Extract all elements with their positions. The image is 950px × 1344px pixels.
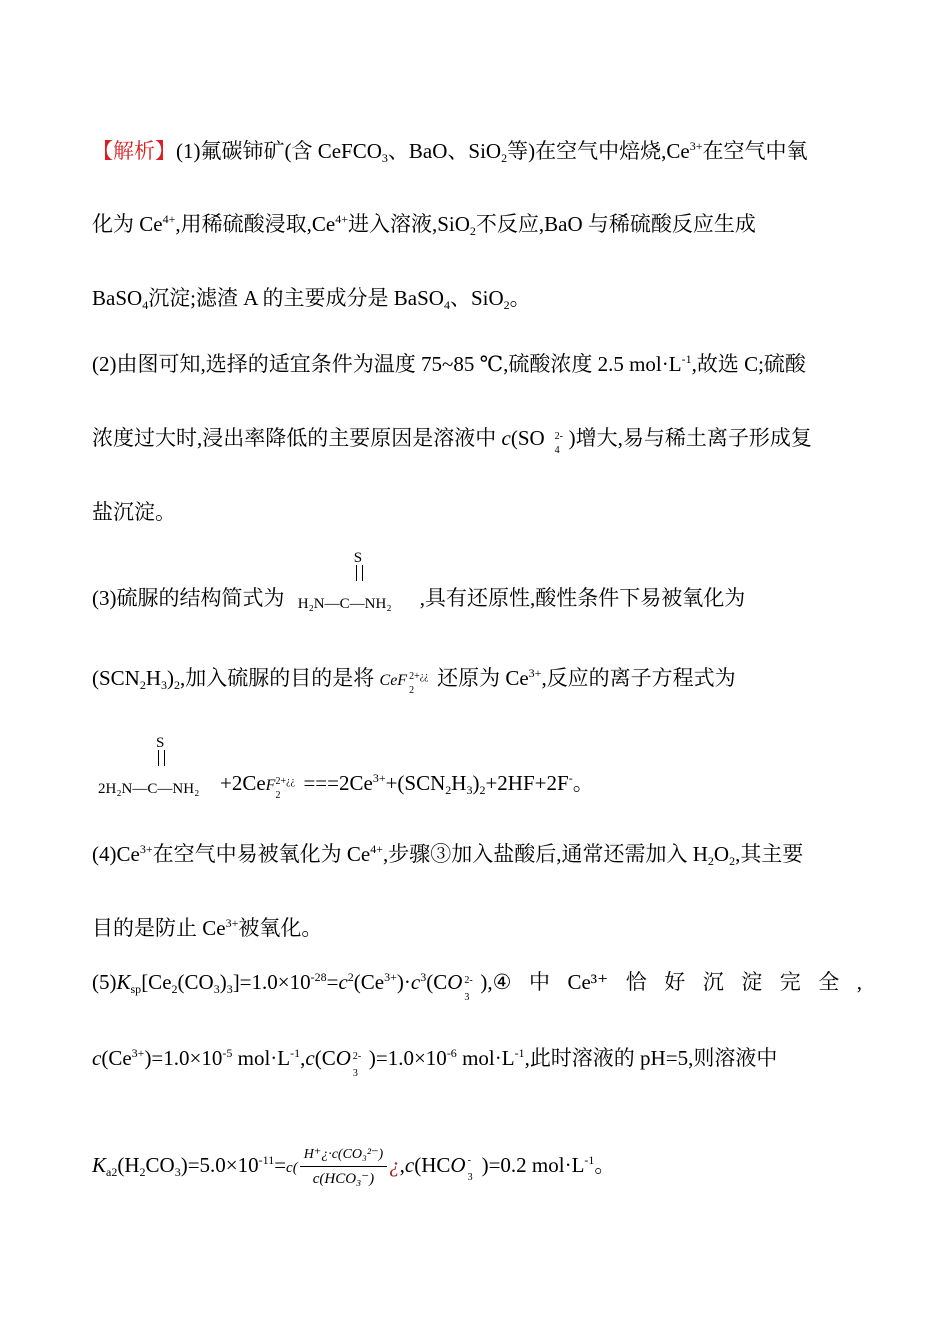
analysis-tag: 【解析】 — [92, 139, 176, 163]
bicarbonate-ion: - 3 — [467, 1155, 473, 1183]
sulfate-ion: 2- 4 — [554, 431, 564, 456]
ka2-fraction: $\frac{\text{H⁺¿·c(CO₃²⁻)}}{\text{c(HCO₃⁻)}}$ — [300, 1145, 387, 1189]
cef2-ion-eq: 2+¿¿ 2 — [275, 776, 295, 801]
p5-line3: $K_{a2}(H_2CO_3)=5.0\times 10^{-11}=c$( $\frac{\text{H⁺¿·c(CO₃²⁻)}}{\text{c(HCO₃⁻)}}$ ¿,c(HCO - 3 )=0.2 $mol\cdot L^{-1}$。 — [92, 1147, 616, 1188]
carbonate-ion-2: 2- 3 — [352, 1051, 362, 1079]
p2-line3: 盐沉淀。 — [92, 500, 176, 524]
carbonate-ion-1: 2- 3 — [464, 975, 473, 1003]
p3-line1: (3)硫脲的结构简式为 S H₂N—C—NH₂ ,具有还原性,酸性条件下易被氧化为 — [92, 550, 746, 612]
p5-line1-formula: $(5)K_{sp}[Ce_2(CO_3)_3]=1.0\times 10^{-28}=c^2(Ce^{3+})\cdot c^3(CO$ 2- 3 ),④ — [92, 967, 511, 997]
p5-line2: $c(Ce^{3+})=1.0\times 10^{-5}$ $mol\cdot L^{-1},c(CO$ 2- 3 )$=1.0\times 10^{-6}$ $mol\cdot L^{-1}$,此时溶液的 pH=5,则溶液中 — [92, 1043, 862, 1073]
thiourea-structure-2: S 2H₂N—C—NH₂ — [98, 735, 200, 797]
p5-line1: $(5)K_{sp}[Ce_2(CO_3)_3]=1.0\times 10^{-28}=c^2(Ce^{3+})\cdot c^3(CO$ 2- 3 ),④ 中 Ce³⁺ 恰 好 沉 淀 完 全 , — [92, 967, 862, 997]
p1-line2: 化为 $Ce^{4+}$,用稀硫酸浸取$,Ce^{4+}$进入溶液,SiO$_2$不反应,BaO 与稀硫酸反应生成 — [92, 212, 756, 238]
p1-line1 — [92, 136, 862, 166]
p1-line3: BaSO$_4$沉淀;滤渣 A 的主要成分是 BaSO$_4$、SiO$_2$。 — [92, 286, 531, 312]
cef2-ion: 2+¿¿ 2 — [409, 671, 429, 696]
p4-line1: $(4)Ce^{3+}$在空气中易被氧化为 $Ce^{4+}$,步骤③加入盐酸后,通常还需加入 $H_2O_2$,其主要 — [92, 842, 804, 868]
double-bond — [356, 565, 363, 581]
p2-line2: 浓度过大时,浸出率降低的主要原因是溶液中 c(SO 2- 4 )增大,易与稀土离子形成复 — [92, 423, 862, 453]
p3-line2: $(SCN_2H_3)_2$,加入硫脲的目的是将 CeF 2+¿¿ 2 还原为 $Ce^{3+}$,反应的离子方程式为 — [92, 663, 862, 696]
p1-line1-text: 【解析】(1)氟碳铈矿(含 CeFCO$_3$、BaO、SiO$_2$等)在空气中焙烧$,Ce^{3+}$在空气中氧 — [92, 139, 808, 165]
p3-equation: S 2H₂N—C—NH₂ +2CeF 2+¿¿ 2 $===2Ce^{3+}+(SCN_2H_3)_2+2HF+2F^-$。 — [92, 768, 862, 801]
p4-line2: 目的是防止 $Ce^{3+}$被氧化。 — [92, 916, 323, 940]
p2-line1: (2)由图可知,选择的适宜条件为温度 75~85 ℃,硫酸浓度 2.5 $mol\cdot L^{-1}$,故选 C;硫酸 — [92, 352, 806, 376]
thiourea-structure: S H₂N—C—NH₂ — [297, 550, 392, 612]
